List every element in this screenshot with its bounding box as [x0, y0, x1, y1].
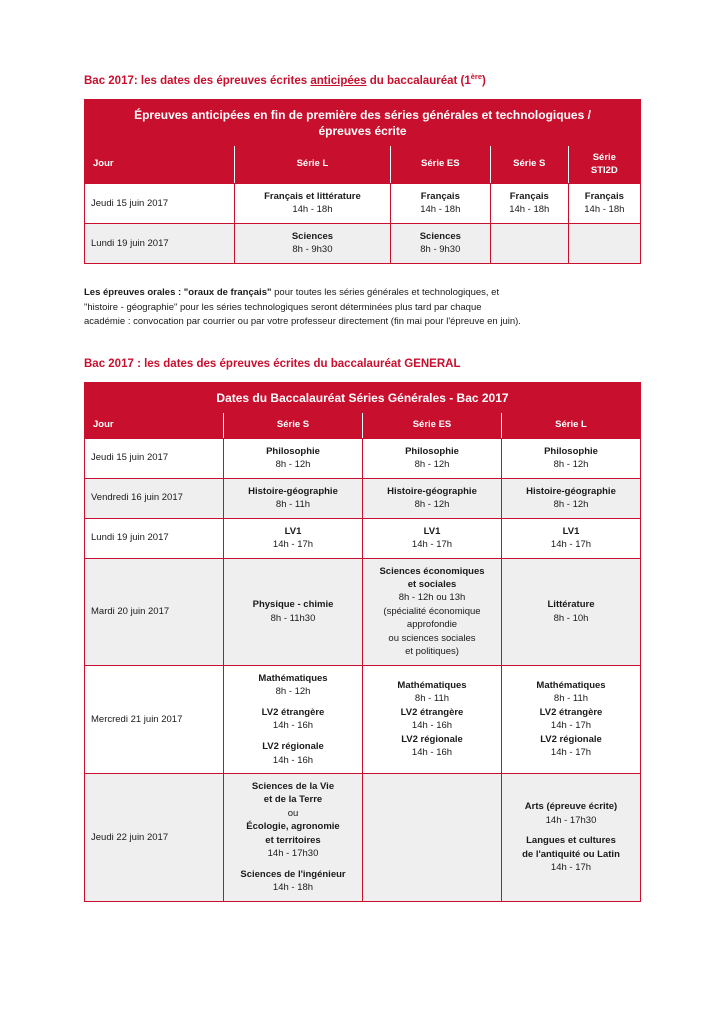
table2-r0-serie-l [502, 438, 641, 478]
cell-line: 14h - 17h30 [545, 814, 597, 826]
cell-line: 8h - 11h [414, 693, 450, 705]
cell-line: Littérature [547, 599, 595, 611]
table2-r1-serie-l [502, 478, 641, 518]
table1-r0-serie-l-time: 14h - 18h [292, 204, 333, 216]
table2-r2-day: Lundi 19 juin 2017 [85, 518, 224, 558]
table2-r0-serie-es [363, 438, 502, 478]
table1-header-serie-s: Série S [490, 146, 568, 183]
cell-line: 14h - 16h [411, 747, 453, 759]
table1-r1-serie-s [490, 223, 568, 263]
cell-line: 14h - 17h [550, 747, 592, 759]
cell-line: 8h - 12h [275, 459, 311, 471]
cell-line: et de la Terre [263, 794, 323, 806]
table2-r2-serie-s [224, 518, 363, 558]
cell-line: Sciences économiques [379, 565, 485, 577]
cell-line: 14h - 16h [272, 754, 314, 766]
table-anticipated-exams [84, 99, 641, 264]
cell-line: 8h - 12h [275, 686, 311, 698]
note-line2: "histoire - géographie" pour les séries technologiques seront déterminées plus tard par chaque [84, 301, 482, 313]
cell-line: LV2 étrangère [539, 706, 603, 718]
cell-line: Mathématiques [536, 680, 606, 691]
table2-r1-serie-s [224, 478, 363, 518]
table2-header-serie-es: Série ES [363, 413, 502, 438]
table1-banner [85, 99, 641, 146]
cell-line: 14h - 17h [550, 720, 592, 732]
table-general-exams [84, 382, 641, 902]
cell-line: 8h - 11h30 [270, 612, 316, 624]
table2-r2-serie-l [502, 518, 641, 558]
cell-line: LV2 étrangère [261, 706, 325, 718]
cell-line: Physique - chimie [252, 599, 334, 611]
cell-line: LV1 [423, 525, 441, 537]
cell-line: Mathématiques [258, 672, 328, 684]
note-rest: pour toutes les séries générales et technologiques, et [271, 286, 500, 298]
cell-line: LV1 [562, 525, 580, 537]
table2-r4-serie-es [363, 665, 502, 773]
cell-line: 8h - 11h [553, 693, 589, 705]
cell-line: Écologie, agronomie [246, 821, 340, 833]
table1-r0-serie-s [490, 183, 568, 223]
page-title-part3: ) [482, 74, 486, 87]
table2-r0-serie-s [224, 438, 363, 478]
cell-line: LV1 [284, 525, 302, 537]
cell-line: Philosophie [544, 445, 598, 457]
cell-line: Histoire-géographie [248, 485, 338, 497]
table-row [85, 774, 641, 902]
table-row [85, 518, 641, 558]
cell-line: 14h - 17h [411, 539, 453, 551]
table2-r5-serie-s [224, 774, 363, 902]
cell-line: 8h - 12h [414, 459, 450, 471]
cell-line: Sciences de l'ingénieur [240, 869, 346, 880]
cell-line: Histoire-géographie [526, 485, 616, 497]
cell-line: de l'antiquité ou Latin [522, 848, 620, 860]
page-title-underlined: anticipées [310, 74, 367, 87]
page-title-part1: Bac 2017: les dates des épreuves écrites [84, 74, 311, 87]
table1-r1-serie-es-time: 8h - 9h30 [420, 244, 461, 256]
cell-line: 14h - 17h [272, 539, 314, 551]
page-title [84, 72, 641, 89]
cell-line [230, 699, 356, 706]
cell-line: 8h - 12h ou 13h [398, 592, 466, 604]
table-row [85, 665, 641, 773]
table1-header-serie-sti2d [568, 146, 640, 183]
table1-r0-serie-s-subject: Français [509, 190, 549, 202]
cell-line: Langues et cultures [526, 835, 616, 847]
cell-line: LV2 régionale [401, 733, 463, 745]
table2-r1-serie-es [363, 478, 502, 518]
cell-line: 14h - 17h [550, 862, 592, 874]
cell-line [230, 733, 356, 740]
cell-line: LV2 régionale [540, 733, 602, 745]
table2-r0-day: Jeudi 15 juin 2017 [85, 438, 224, 478]
table-row [85, 558, 641, 665]
note-line3: académie : convocation par courrier ou par votre professeur directement (fin mai pour l'épreuve en juin). [84, 316, 521, 328]
table1-r0-serie-l [235, 183, 391, 223]
table2-r1-day: Vendredi 16 juin 2017 [85, 478, 224, 518]
table2-r3-serie-s [224, 558, 363, 665]
table1-r0-serie-es [390, 183, 490, 223]
cell-line: LV2 étrangère [400, 706, 464, 718]
table1-banner-line2: épreuves écrite [318, 124, 407, 139]
table1-r1-day: Lundi 19 juin 2017 [85, 223, 235, 263]
table2-r4-serie-l [502, 665, 641, 773]
cell-line: 8h - 12h [414, 499, 450, 511]
table2-banner: Dates du Baccalauréat Séries Générales - Bac 2017 [85, 383, 641, 414]
cell-line: Philosophie [266, 445, 320, 457]
table1-r1-serie-l-time: 8h - 9h30 [292, 244, 333, 256]
table1-r0-serie-sti2d-time: 14h - 18h [584, 204, 625, 216]
cell-line: Philosophie [405, 445, 459, 457]
cell-line: Mathématiques [397, 680, 467, 691]
page-title-superscript: ère [470, 72, 483, 81]
table1-header-serie-l: Série L [235, 146, 391, 183]
cell-line: ou [287, 807, 299, 819]
table1-r0-serie-sti2d [568, 183, 640, 223]
cell-line [230, 861, 356, 868]
cell-line: 14h - 16h [411, 720, 453, 732]
cell-line: 14h - 17h [550, 539, 592, 551]
table1-header-sti2d-line1: Série [592, 152, 616, 164]
table1-banner-line1: Épreuves anticipées en fin de première des séries générales et technologiques / [134, 107, 591, 122]
cell-line: LV2 régionale [262, 741, 324, 753]
table2-r3-day: Mardi 20 juin 2017 [85, 558, 224, 665]
cell-line: 8h - 11h [275, 499, 311, 511]
table1-r1-serie-es-subject: Sciences [419, 230, 461, 242]
table1-r1-serie-es [390, 223, 490, 263]
note-bold: Les épreuves orales : "oraux de français" [84, 286, 272, 298]
cell-line: 14h - 16h [272, 720, 314, 732]
table2-r5-serie-l [502, 774, 641, 902]
cell-line: (spécialité économique [383, 605, 481, 617]
cell-line: et politiques) [405, 646, 459, 658]
table-row [85, 183, 641, 223]
cell-line: et sociales [407, 579, 457, 590]
cell-line: ou sciences sociales [388, 632, 476, 644]
table1-r1-serie-sti2d [568, 223, 640, 263]
table-row [85, 223, 641, 263]
cell-line: et territoires [265, 834, 321, 846]
table1-r0-day: Jeudi 15 juin 2017 [85, 183, 235, 223]
table1-banner-row [85, 99, 641, 146]
table-row [85, 478, 641, 518]
table2-r4-serie-s [224, 665, 363, 773]
cell-line: 8h - 12h [553, 459, 589, 471]
table1-header-sti2d-line2: STI2D [590, 164, 618, 176]
table2-r3-serie-l [502, 558, 641, 665]
table1-r0-serie-es-subject: Français [420, 190, 460, 202]
page-title-part2: du baccalauréat (1 [366, 74, 471, 87]
table2-header-jour: Jour [85, 413, 224, 438]
table2-r2-serie-es [363, 518, 502, 558]
table2-header-row [85, 413, 641, 438]
cell-line: approfondie [406, 619, 458, 631]
table2-r5-serie-es [363, 774, 502, 902]
cell-line: Sciences de la Vie [251, 781, 335, 792]
oral-exams-note [84, 286, 641, 330]
cell-line: 8h - 12h [553, 499, 589, 511]
table2-r4-day: Mercredi 21 juin 2017 [85, 665, 224, 773]
table2-r5-day: Jeudi 22 juin 2017 [85, 774, 224, 902]
table1-header-row [85, 146, 641, 183]
table1-r0-serie-s-time: 14h - 18h [509, 204, 550, 216]
table1-header-jour: Jour [85, 146, 235, 183]
table1-r1-serie-l-subject: Sciences [291, 230, 334, 242]
section-title-general: Bac 2017 : les dates des épreuves écrites du baccalauréat GENERAL [84, 358, 461, 371]
table2-banner-row [85, 383, 641, 414]
table2-header-serie-s: Série S [224, 413, 363, 438]
table1-r0-serie-l-subject: Français et littérature [264, 190, 361, 202]
cell-line: Histoire-géographie [387, 485, 477, 497]
table1-r0-serie-es-time: 14h - 18h [420, 204, 461, 216]
table2-header-serie-l: Série L [502, 413, 641, 438]
table-row [85, 438, 641, 478]
cell-line: Arts (épreuve écrite) [524, 801, 618, 813]
cell-line: 8h - 10h [553, 612, 589, 624]
cell-line: 14h - 18h [272, 882, 314, 894]
table1-header-serie-es: Série ES [390, 146, 490, 183]
table1-r1-serie-l [235, 223, 391, 263]
table2-r3-serie-es [363, 558, 502, 665]
table1-r0-serie-sti2d-subject: Français [584, 190, 624, 202]
cell-line: 14h - 17h30 [267, 848, 319, 860]
cell-line [508, 827, 634, 834]
